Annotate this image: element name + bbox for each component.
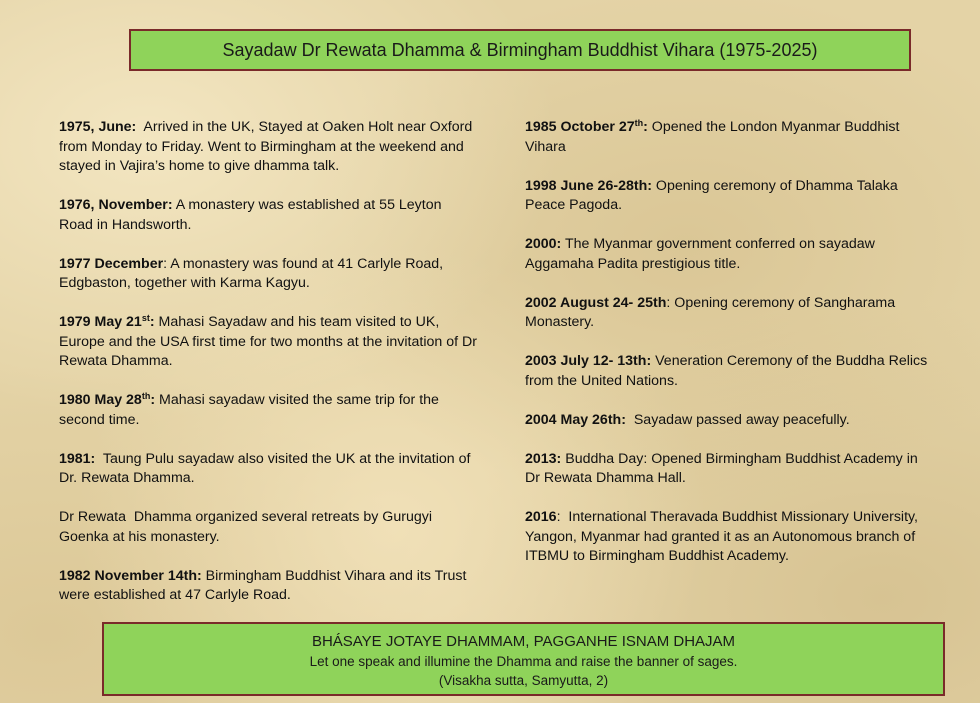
timeline-entry [525, 118, 935, 157]
entry-date-label: 2000: [525, 236, 562, 252]
entry-text: Dr Rewata Dhamma organized several retreats by Gurugyi Goenka at his monastery. [59, 509, 436, 545]
entry-date-suffix: th [141, 391, 151, 401]
timeline-entry [59, 508, 479, 547]
timeline-entry [59, 567, 479, 606]
footer-translation: Let one speak and illumine the Dhamma and raise the banner of sages. [309, 654, 738, 669]
entry-text: Mahasi Sayadaw and his team visited to UK, Europe and the USA first time for two months at the invitation of Dr Rewata Dhamma. [59, 314, 481, 369]
entry-text: Sayadaw passed away peacefully. [625, 411, 850, 428]
entry-text: Arrived in the UK, Stayed at Oaken Holt near Oxford from Monday to Friday. Went to Birmingham at the weekend and stayed in Vajira’s home to give dhamma talk. [59, 119, 477, 174]
page-title: Sayadaw Dr Rewata Dhamma & Birmingham Buddhist Vihara (1975-2025) [222, 39, 818, 60]
entry-date-label: 1980 May 28 [59, 392, 142, 408]
entry-text: Birmingham Buddhist Vihara and its Trust were established at 47 Carlyle Road. [59, 567, 471, 603]
entry-text: Opened the London Myanmar Buddhist Vihara [525, 119, 904, 155]
entry-date-label: 1979 May 21 [59, 314, 142, 330]
footer-source: (Visakha sutta, Samyutta, 2) [438, 673, 609, 688]
page-title-box [129, 29, 911, 71]
entry-text: : Opening ceremony of Sangharama Monastery. [525, 294, 900, 330]
entry-text: : A monastery was found at 41 Carlyle Road, Edgbaston, together with Karma Kagyu. [59, 255, 448, 291]
entry-date-label: 2004 May 26th: [525, 411, 626, 428]
entry-date-label: 1998 June 26-28th: [525, 177, 652, 194]
footer-quote-box [102, 622, 945, 696]
timeline-entry [525, 177, 935, 216]
timeline-entry [525, 235, 935, 274]
entry-date-label: 2013: [525, 450, 562, 467]
right-column [525, 118, 935, 586]
entry-date-colon: : [643, 119, 648, 135]
timeline-entry [525, 352, 935, 391]
entry-date-label: 1976, November: [59, 197, 173, 213]
entry-date-colon: : [149, 314, 155, 330]
timeline-entry [59, 391, 479, 430]
entry-date-colon: : [150, 392, 156, 408]
entry-date-label: 1977 December [59, 255, 164, 272]
entry-text: Mahasi sayadaw visited the same trip for the second time. [59, 392, 443, 428]
entry-text: The Myanmar government conferred on sayadaw Aggamaha Padita prestigious title. [525, 236, 879, 272]
left-column [59, 118, 479, 625]
entry-date-label: 1981: [59, 450, 96, 467]
timeline-entry [59, 255, 479, 294]
timeline-entry [59, 118, 479, 177]
entry-text: : International Theravada Buddhist Missionary University, Yangon, Myanmar had granted it as an Autonomous branch of ITBMU to Birmingham Buddhist Academy. [525, 509, 922, 564]
entry-text: Veneration Ceremony of the Buddha Relics from the United Nations. [525, 353, 932, 389]
entry-date-suffix: st [141, 313, 150, 323]
entry-text: A monastery was established at 55 Leyton Road in Handsworth. [59, 197, 446, 233]
entry-date-label: 1975, June: [59, 119, 137, 135]
timeline-entry [525, 508, 935, 567]
entry-date-label: 1982 November 14th: [59, 567, 202, 584]
timeline-entry [525, 450, 935, 489]
entry-text: Taung Pulu sayadaw also visited the UK at the invitation of Dr. Rewata Dhamma. [59, 450, 475, 486]
entry-text: Opening ceremony of Dhamma Talaka Peace Pagoda. [525, 177, 902, 213]
timeline-entry [525, 294, 935, 333]
entry-date-label: 2002 August 24- 25th [525, 294, 667, 311]
timeline-entry [59, 313, 479, 372]
timeline-entry [59, 196, 479, 235]
timeline-entry [59, 450, 479, 489]
entry-date-label: 1985 October 27 [525, 119, 635, 135]
footer-pali-verse: BHÁSAYE JOTAYE DHAMMAM, PAGGANHE ISNAM DHAJAM [311, 633, 736, 650]
timeline-entry [525, 411, 935, 431]
entry-date-suffix: th [634, 118, 644, 128]
entry-text: Buddha Day: Opened Birmingham Buddhist Academy in Dr Rewata Dhamma Hall. [525, 450, 922, 486]
entry-date-label: 2016 [525, 509, 557, 525]
entry-date-label: 2003 July 12- 13th: [525, 353, 652, 369]
